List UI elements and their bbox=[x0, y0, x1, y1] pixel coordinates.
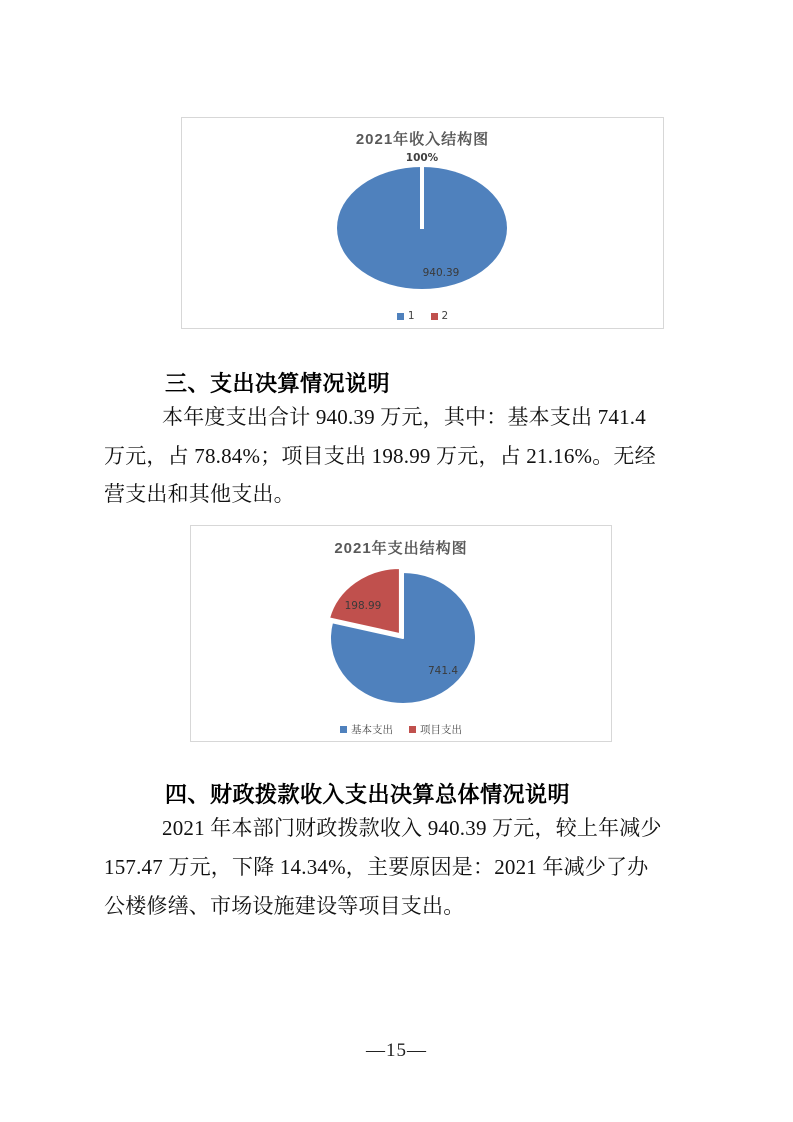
page-number: —15— bbox=[366, 1040, 427, 1061]
legend-label: 基本支出 bbox=[351, 724, 393, 736]
expenditure-pie bbox=[191, 526, 613, 743]
paragraph-line: 本年度支出合计 940.39 万元，其中：基本支出 741.4 bbox=[162, 405, 646, 429]
pie-value-label: 940.39 bbox=[422, 267, 460, 279]
chart-legend bbox=[191, 722, 611, 737]
paragraph-line: 营支出和其他支出。 bbox=[104, 482, 295, 507]
section-heading-expenditure: 三、支出决算情况说明 bbox=[165, 371, 391, 396]
legend-item bbox=[431, 310, 449, 322]
pie-percent-label: 100% bbox=[405, 152, 439, 164]
paragraph-line: 公楼修缮、市场设施建设等项目支出。 bbox=[104, 894, 465, 918]
legend-label: 2 bbox=[441, 310, 449, 322]
expenditure-structure-chart bbox=[190, 525, 612, 742]
legend-item bbox=[409, 722, 462, 737]
paragraph-line: 2021 年本部门财政拨款收入 940.39 万元，较上年减少 bbox=[162, 816, 662, 840]
legend-swatch-red bbox=[409, 726, 416, 733]
legend-label: 项目支出 bbox=[420, 724, 462, 736]
pie-value-label-basic: 741.4 bbox=[427, 665, 459, 677]
legend-label: 1 bbox=[407, 310, 415, 322]
paragraph-line: 万元，占 78.84%；项目支出 198.99 万元，占 21.16%。无经 bbox=[104, 443, 656, 468]
section-heading-fiscal-appropriation: 四、财政拨款收入支出决算总体情况说明 bbox=[165, 782, 571, 807]
legend-swatch-blue bbox=[397, 313, 404, 320]
chart-title: 2021年支出结构图 bbox=[334, 540, 468, 557]
legend-item bbox=[340, 722, 393, 737]
expenditure-paragraph bbox=[104, 398, 694, 514]
chart-legend bbox=[182, 310, 663, 322]
legend-item bbox=[397, 310, 415, 322]
legend-swatch-blue bbox=[340, 726, 347, 733]
income-pie bbox=[182, 118, 665, 330]
chart-title: 2021年收入结构图 bbox=[355, 131, 490, 148]
paragraph-line: 157.47 万元，下降 14.34%，主要原因是：2021 年减少了办 bbox=[104, 855, 649, 879]
legend-swatch-red bbox=[431, 313, 438, 320]
fiscal-paragraph bbox=[104, 809, 694, 926]
pie-value-label-project: 198.99 bbox=[344, 600, 382, 612]
income-structure-chart bbox=[181, 117, 664, 329]
